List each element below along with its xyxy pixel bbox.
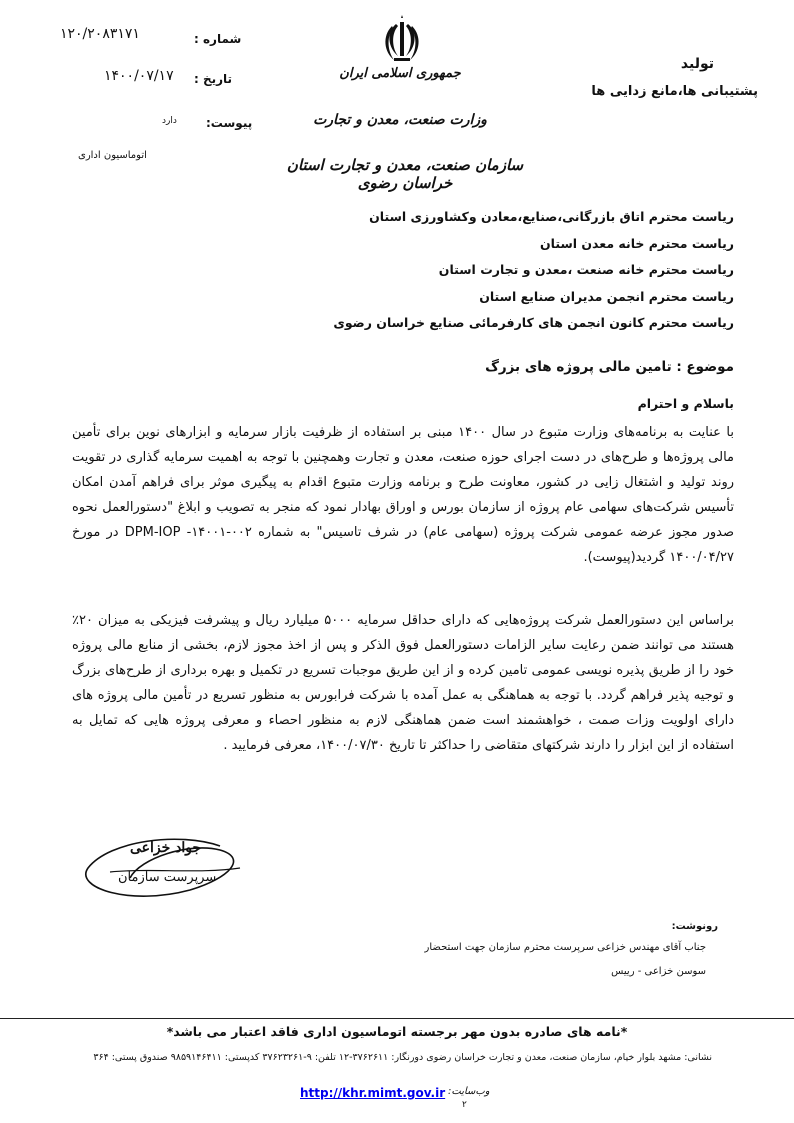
department-production: تولید — [680, 56, 714, 72]
date-label: تاریخ : — [194, 72, 233, 86]
cc-recipient: سوسن خزاعی - رییس — [611, 966, 706, 977]
recipient-item: ریاست محترم خانه معدن استان — [539, 235, 734, 251]
signatory-name: جواد خزاعی — [130, 840, 202, 856]
page-number: ۲ — [462, 1100, 467, 1110]
ministry-title: وزارت صنعت، معدن و تجارت — [313, 112, 487, 128]
subject-line: موضوع : تامین مالی پروژه های بزرگ — [485, 359, 734, 375]
website-link[interactable]: http://khr.mimt.gov.ir — [300, 1086, 446, 1100]
organization-title: سازمان صنعت، معدن و تجارت استان خراسان رضوی — [286, 156, 524, 192]
recipient-item: ریاست محترم کانون انجمن های کارفرمائی صنایع خراسان رضوی — [333, 315, 734, 330]
website-label: وب‌سایت: — [448, 1086, 490, 1097]
cc-recipient: جناب آقای مهندس خزاعی سرپرست محترم سازمان جهت استحضار — [424, 942, 706, 953]
greeting: باسلام و احترام — [637, 396, 734, 411]
cc-label: رونوشت: — [671, 921, 718, 932]
department-support: پشتیبانی ها،مانع زدایی ها — [591, 84, 758, 99]
footer-address: نشانی: مشهد بلوار خیام، سازمان صنعت، معدن و تجارت خراسان رضوی دورنگار: ۳۷۶۲۶۱۱-۱۲ تلفن: ۹-۳۷۶۲۳۲۶۱ کدپستی: ۹۸۵۹۱۴۶۴۱۱ صندوق پستی: ۳۶۴ — [93, 1052, 712, 1063]
attachment-label: پیوست: — [206, 116, 253, 130]
date-value: ۱۴۰۰/۰۷/۱۷ — [104, 68, 174, 84]
body-paragraph-1: با عنایت به برنامه‌های وزارت متبوع در سال ۱۴۰۰ مبنی بر استفاده از ظرفیت بازار سرمایه و ابزارهای نوین برای تأمین مالی پروژه‌ها و طرح‌های در دست اجرای حوزه صنعت، معدن و تجارت وهمچنین با توجه به اهمیت سرمایه گذاری در تقویت روند تولید و اشتغال زایی در کشور، معاونت طرح و برنامه وزارت متبوع اقدام به پیگیری موثر برای فراهم آمدن امکان تأسیس شرکت‌های سهامی عام پروژه از سازمان بورس و اوراق بهادار نمود که منجر به تصویب و ابلاغ "دستورالعمل نحوه صدور مجوز عرضه عمومی شرکت پروژه (سهامی عام) در شرف تاسیس" به شماره ۰۰۲-۱۴۰۰۱- DPM-IOP در مورخ ۱۴۰۰/۰۴/۲۷ گردید(پیوست). — [72, 425, 735, 565]
recipient-item: ریاست محترم اتاق بازرگانی،صنایع،معادن وکشاورزی استان — [369, 209, 734, 224]
automation-label: اتوماسیون اداری — [78, 150, 147, 161]
attachment-value: دارد — [162, 116, 177, 126]
republic-title: جمهوری اسلامی ایران — [339, 66, 461, 81]
body-paragraph-2: براساس این دستورالعمل شرکت پروژه‌هایی که دارای حداقل سرمایه ۵۰۰۰ میلیارد ریال و پیشرفت فیزیکی به میزان ۲۰٪ هستند می توانند ضمن رعایت سایر الزامات دستورالعمل فوق الذکر و پس از اخذ مجوز لازم، بخشی از منابع مالی پروژه خود را از طریق پذیره نویسی عمومی تامین کرده و از این طریق موجبات تسریع در تکمیل و بهره برداری از طرح‌های بزرگ و توجیه پذیر فراهم گردد. با توجه به هماهنگی به عمل آمده با شرکت فرابورس به منظور تسریع در تأمین مالی پروژه های دارای اولویت وزات صمت ، خواهشمند است ضمن هماهنگی لازم به منظور احصاء و معرفی پروژه هایی که تمایل به استفاده از این ابزار را دارند شرکتهای متقاضی را حداکثر تا تاریخ ۱۴۰۰/۰۷/۳۰، معرفی فرمایید . — [72, 613, 734, 753]
iran-emblem-icon — [380, 14, 424, 64]
recipient-item: ریاست محترم خانه صنعت ،معدن و تجارت استان — [438, 262, 734, 277]
recipient-item: ریاست محترم انجمن مدیران صنایع استان — [479, 288, 734, 304]
footer-divider — [0, 1018, 794, 1019]
number-value: ۱۲۰/۲۰۸۳۱۷۱ — [60, 26, 140, 42]
number-label: شماره : — [194, 32, 242, 46]
footer-notice: *نامه های صادره بدون مهر برجسته اتوماسیون اداری فاقد اعتبار می باشد* — [166, 1024, 628, 1039]
recipients-list — [333, 204, 734, 337]
signatory-title: سرپرست سازمان — [118, 870, 217, 885]
